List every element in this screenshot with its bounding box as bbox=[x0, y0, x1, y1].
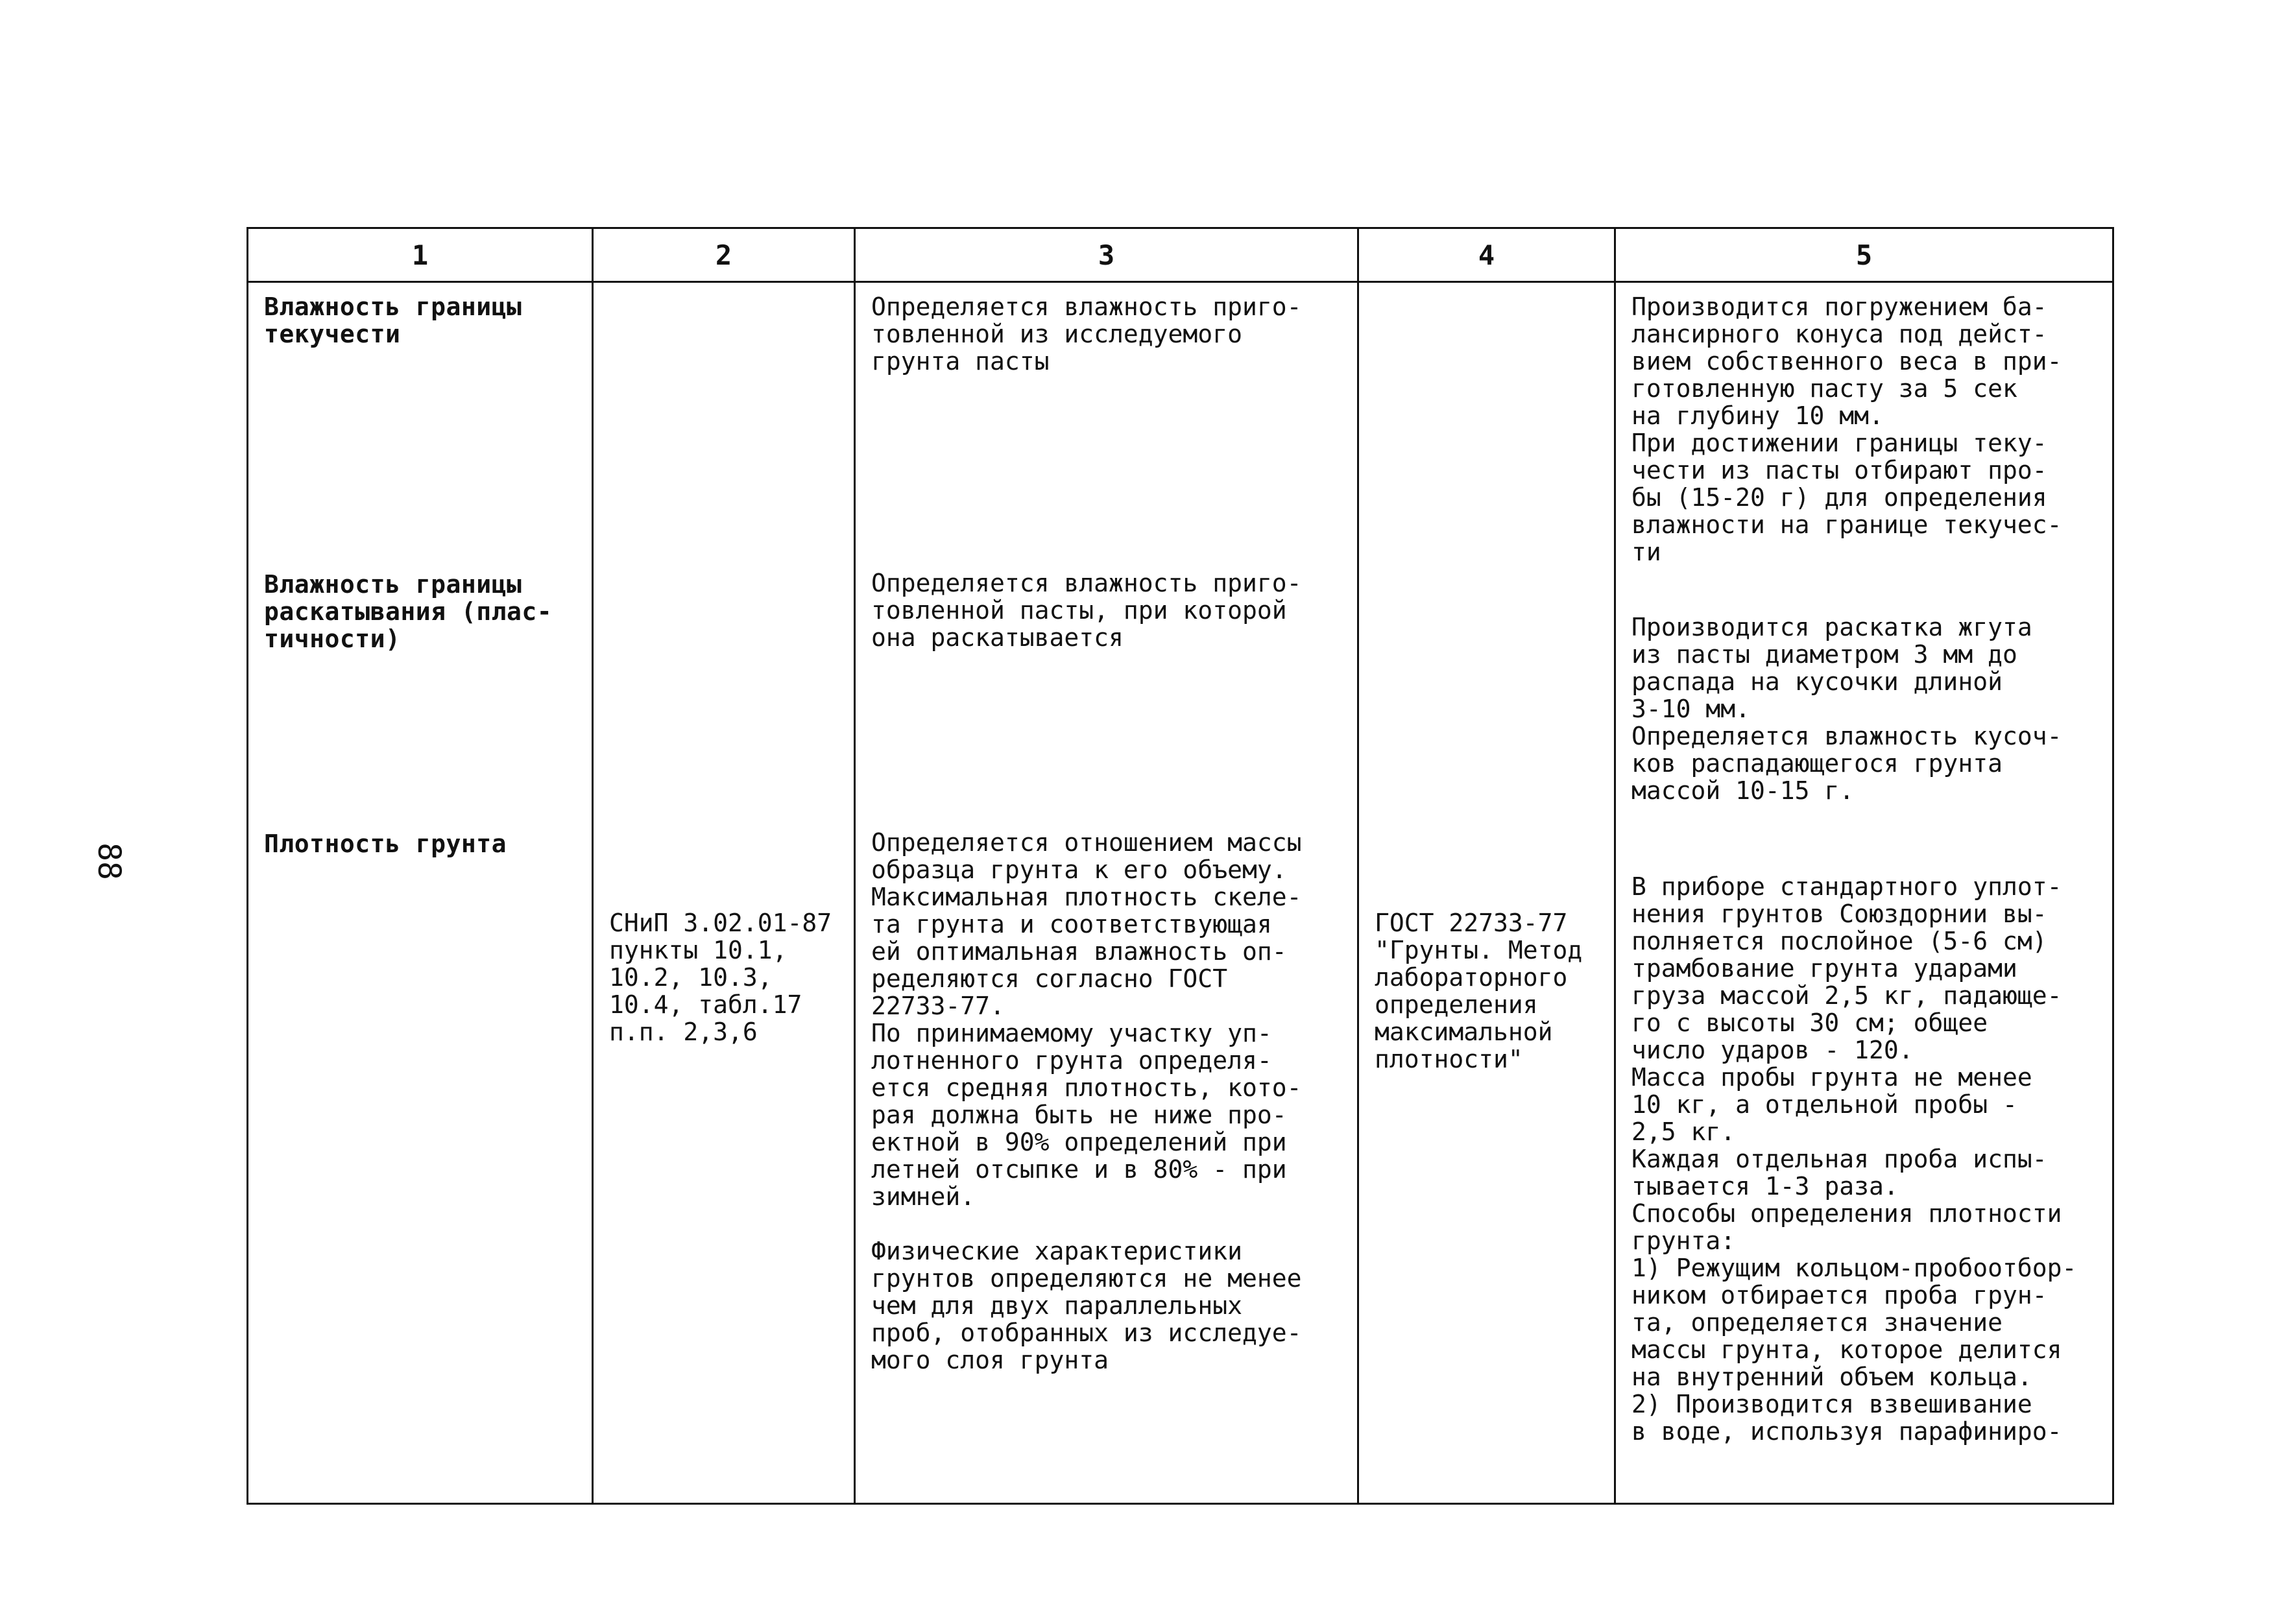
parameter-soil-density: Плотность грунта bbox=[264, 830, 507, 858]
procedure-soil-density: В приборе стандартного уплот- нения грунтов Союздорнии вы- полняется послойное (5-6 см) трамбование грунта ударами груза массой 2,5 кг, падающе- го с высоты 30 см; общее число ударов - 120. Масса пробы грунта не менее 10 кг, а отдельной пробы - 2,5 кг. Каждая отдельная проба испы- тывается 1-3 раза. Способы определения плотности грунта: 1) Режущим кольцом-пробоотбор- ником отбирается проба грун- та, определяется значение массы грунта, которое делится на внутренний объем кольца. 2) Производится взвешивание в воде, используя парафиниро- bbox=[1631, 872, 2077, 1446]
standard-gost-22733: ГОСТ 22733-77 "Грунты. Метод лабораторного определения максимальной плотности" bbox=[1375, 909, 1583, 1073]
column-header-2: 2 bbox=[593, 228, 855, 282]
column-header-5: 5 bbox=[1615, 228, 2113, 282]
norm-cell bbox=[593, 282, 855, 1504]
table-header-row bbox=[248, 228, 2113, 282]
procedure-liquid-limit: Производится погружением ба- лансирного конуса под дейст- вием собственного веса в при- готовленную пасту за 5 сек на глубину 10 мм. При достижении границы теку- чести из пасты отбирают про- бы (15-20 г) для определения влажности на границе текучес- ти bbox=[1631, 293, 2062, 566]
method-physical-characteristics: Физические характеристики грунтов определяются не менее чем для двух параллельных проб, отобранных из исследуе- мого слоя грунта bbox=[871, 1237, 1302, 1374]
norm-reference-density: СНиП 3.02.01-87 пункты 10.1, 10.2, 10.3, 10.4, табл.17 п.п. 2,3,6 bbox=[609, 909, 832, 1046]
method-soil-density: Определяется отношением массы образца грунта к его объему. Максимальная плотность скеле- та грунта и соответствующая ей оптимальная влажность оп- ределяются согласно ГОСТ 22733-77. По принимаемому участку уп- лотненного грунта определя- ется средняя плотность, кото- рая должна быть не ниже про- ектной в 90% определений при летней отсыпке и в 80% - при зимней. bbox=[871, 828, 1302, 1211]
column-header-4: 4 bbox=[1358, 228, 1615, 282]
standard-cell bbox=[1358, 282, 1615, 1504]
page-number: 88 bbox=[91, 842, 127, 880]
method-plastic-limit: Определяется влажность приго- товленной пасты, при которой она раскатывается bbox=[871, 569, 1302, 652]
specification-table bbox=[247, 227, 2114, 1505]
method-cell bbox=[855, 282, 1358, 1504]
method-liquid-limit: Определяется влажность приго- товленной из исследуемого грунта пасты bbox=[871, 293, 1302, 376]
procedure-cell bbox=[1615, 282, 2113, 1504]
column-header-1: 1 bbox=[248, 228, 593, 282]
parameter-cell bbox=[248, 282, 593, 1504]
table-body-row bbox=[248, 282, 2113, 1504]
procedure-plastic-limit: Производится раскатка жгута из пасты диаметром 3 мм до распада на кусочки длиной 3-10 мм. Определяется влажность кусоч- ков распадающегося грунта массой 10-15 г. bbox=[1631, 613, 2062, 805]
parameter-liquid-limit: Влажность границы текучести bbox=[264, 293, 522, 348]
column-header-3: 3 bbox=[855, 228, 1358, 282]
parameter-plastic-limit: Влажность границы раскатывания (плас- тичности) bbox=[264, 570, 553, 653]
